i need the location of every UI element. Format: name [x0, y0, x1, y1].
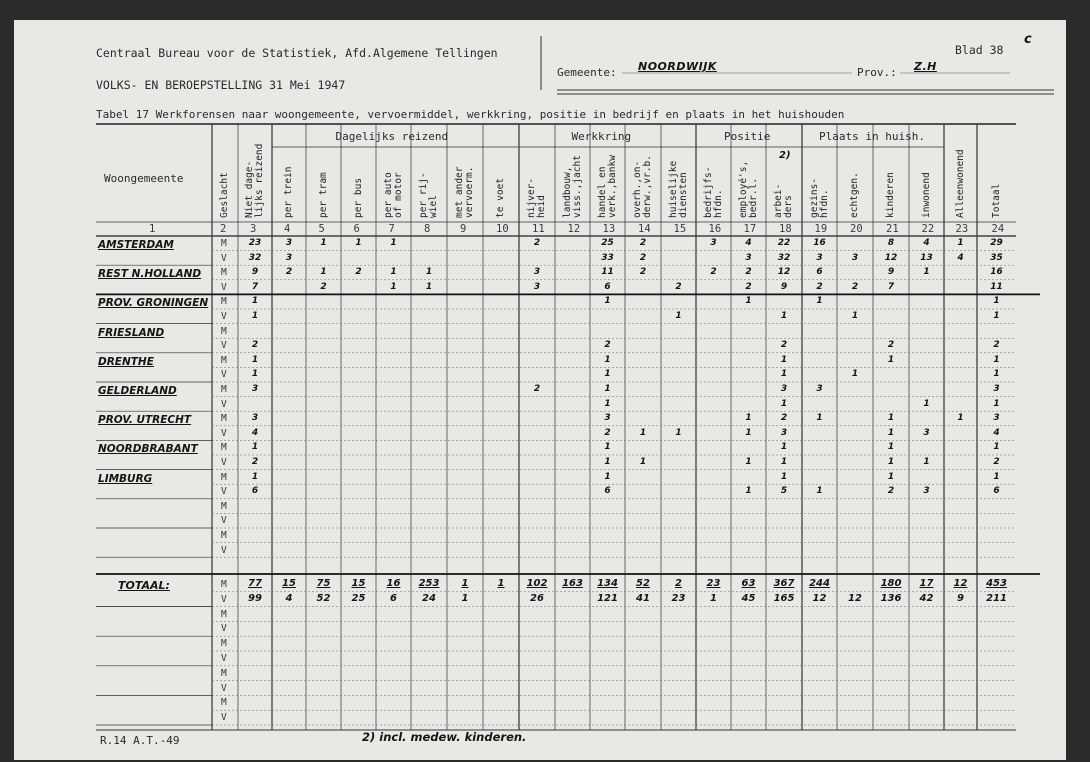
cell-value: 12 — [884, 252, 898, 263]
cell-value: 1 — [251, 442, 259, 453]
cell-value: 1 — [320, 267, 327, 278]
row-woongemeente: AMSTERDAM — [98, 239, 174, 251]
cell-value: 3 — [923, 427, 930, 438]
column-number: 22 — [921, 223, 935, 235]
cell-value: 32 — [248, 252, 262, 263]
empty-row-sex: V — [221, 653, 227, 664]
column-header: met ander vervoerm. — [454, 166, 475, 218]
totals-value: 180 — [880, 578, 902, 589]
totals-value: 136 — [880, 592, 902, 604]
totals-value: 9 — [957, 592, 964, 604]
cell-value: 29 — [990, 238, 1003, 248]
cell-value: 1 — [780, 354, 788, 365]
cell-value: 4 — [957, 252, 964, 263]
totals-value: 52 — [636, 578, 650, 589]
cell-value: 1 — [993, 296, 1000, 307]
cell-value: 3 — [533, 267, 541, 278]
gemeente-label: Gemeente: — [557, 66, 617, 79]
totals-value: 244 — [809, 578, 830, 589]
row-sex: V — [221, 252, 227, 264]
cell-value: 3 — [780, 384, 788, 394]
cell-value: 1 — [320, 238, 327, 248]
cell-value: 1 — [816, 296, 823, 307]
row-sex: M — [221, 471, 227, 483]
totals-value: 63 — [741, 578, 756, 589]
census-sheet — [14, 20, 1066, 760]
row-sex: V — [221, 515, 227, 527]
totals-label: TOTAAL: — [118, 579, 170, 592]
cell-value: 3 — [285, 252, 293, 263]
cell-value: 1 — [604, 369, 611, 380]
cell-value: 2 — [639, 267, 647, 278]
cell-value: 1 — [745, 427, 752, 438]
totals-value: 253 — [418, 578, 440, 589]
totals-value: 42 — [919, 592, 934, 604]
cell-value: 12 — [777, 267, 791, 278]
totals-sex: M — [221, 579, 227, 590]
empty-row-sex: M — [221, 608, 227, 620]
row-sex: M — [221, 413, 227, 425]
totals-value: 121 — [597, 592, 618, 604]
cell-value: 2 — [851, 281, 859, 292]
row-sex: M — [221, 500, 227, 512]
totals-value: 23 — [706, 578, 721, 589]
column-header: huiselijke diensten — [667, 160, 689, 218]
row-woongemeente: GELDERLAND — [98, 385, 177, 397]
cell-value: 1 — [604, 354, 611, 365]
column-header: per rij- wiel — [418, 172, 439, 218]
totals-value: 2 — [675, 578, 682, 589]
cell-value: 1 — [425, 281, 433, 292]
column-number: 4 — [284, 223, 291, 235]
column-header: employé's, bedr.l. — [737, 160, 759, 218]
column-number: 5 — [318, 223, 325, 235]
cell-value: 1 — [851, 369, 859, 380]
footnote: 2) incl. medew. kinderen. — [362, 730, 527, 744]
column-number: 2 — [220, 223, 227, 235]
empty-row-sex: V — [221, 623, 227, 635]
cell-value: 35 — [990, 252, 1003, 263]
table-title: Tabel 17 Werkforensen naar woongemeente, vervoermiddel, werkkring, positie in bedrijf en plaats in het huishouden — [96, 108, 845, 121]
census-title: VOLKS- EN BEROEPSTELLING 31 Mei 1947 — [96, 78, 346, 92]
row-sex: M — [221, 267, 227, 279]
column-number: 8 — [424, 223, 431, 235]
totals-value: 102 — [526, 578, 548, 589]
row-woongemeente: PROV. UTRECHT — [98, 414, 192, 427]
totals-value: 163 — [562, 578, 583, 589]
cell-value: 1 — [923, 398, 930, 409]
totals-value: 99 — [248, 592, 262, 604]
cell-value: 2 — [887, 340, 895, 351]
column-header: arbei- ders — [773, 183, 794, 218]
column-header: Alleenwonend — [954, 149, 966, 218]
cell-value: 4 — [993, 427, 1000, 438]
row-sex: M — [221, 442, 227, 454]
cell-value: 3 — [816, 384, 823, 394]
cell-value: 3 — [251, 413, 259, 424]
totals-value: 15 — [282, 578, 296, 589]
cell-value: 1 — [390, 267, 397, 278]
column-header: per auto of motor — [382, 172, 404, 218]
cell-value: 1 — [604, 384, 611, 394]
totals-sex: V — [221, 593, 227, 605]
totals-value: 26 — [530, 592, 544, 604]
empty-row-sex: M — [221, 638, 227, 650]
cell-value: 1 — [993, 442, 1000, 453]
column-header: bedrijfs- hfdn. — [702, 166, 724, 218]
row-sex: V — [221, 398, 227, 410]
cell-value: 2 — [533, 238, 541, 248]
cell-value: 2 — [533, 384, 541, 394]
cell-value: 7 — [887, 281, 895, 292]
cell-value: 1 — [887, 354, 895, 365]
cell-value: 1 — [923, 267, 930, 278]
cell-value: 3 — [780, 427, 788, 438]
cell-value: 2 — [639, 252, 647, 263]
totals-value: 77 — [248, 578, 262, 589]
cell-value: 6 — [604, 281, 611, 292]
row-sex: M — [221, 354, 227, 366]
totals-value: 4 — [285, 592, 293, 604]
column-number: 20 — [850, 223, 863, 235]
cell-value: 1 — [887, 471, 895, 482]
cell-value: 1 — [604, 457, 611, 467]
column-number: 11 — [532, 223, 545, 235]
column-number: 19 — [814, 223, 828, 235]
totals-value: 16 — [386, 578, 401, 589]
cell-value: 3 — [533, 281, 541, 292]
cell-value: 1 — [993, 398, 1000, 409]
empty-row-sex: V — [221, 682, 227, 694]
column-header: overh.,on- derw.,vr.b. — [632, 155, 653, 218]
cell-value: 1 — [604, 398, 611, 409]
cell-value: 11 — [990, 281, 1003, 292]
cell-value: 9 — [887, 267, 895, 278]
cell-value: 1 — [604, 296, 611, 307]
cell-value: 1 — [745, 296, 752, 307]
column-header: Totaal — [990, 183, 1002, 218]
column-header: inwonend — [920, 172, 932, 218]
row-sex: V — [221, 311, 227, 322]
blad-number: Blad 38 — [955, 43, 1004, 57]
cell-value: 3 — [745, 252, 752, 263]
cell-value: 2 — [675, 281, 682, 292]
cell-value: 1 — [251, 471, 259, 482]
cell-value: 4 — [745, 238, 752, 248]
column-number: 10 — [496, 223, 509, 235]
totals-value: 1 — [461, 578, 469, 589]
cell-value: 2 — [993, 457, 1000, 467]
cell-value: 1 — [780, 398, 788, 409]
cell-value: 1 — [780, 457, 788, 467]
cell-value: 9 — [780, 281, 788, 292]
cell-value: 1 — [639, 457, 647, 467]
row-sex: V — [221, 281, 227, 293]
column-number: 7 — [388, 223, 395, 235]
cell-value: 3 — [816, 252, 823, 263]
cell-value: 33 — [601, 252, 614, 263]
column-header: landbouw, viss.,jacht — [561, 155, 583, 218]
group-header-positie: Positie — [724, 130, 771, 143]
totals-value: 12 — [848, 592, 862, 604]
cell-value: 1 — [390, 281, 397, 292]
totals-value: 12 — [953, 578, 968, 589]
group-header-dagelijks: Dagelijks reizend — [335, 130, 449, 143]
cell-value: 1 — [425, 267, 433, 278]
column-header: handel en verk.,bankw — [596, 155, 618, 218]
cell-value: 6 — [604, 486, 611, 497]
cell-value: 23 — [248, 238, 262, 248]
cell-value: 1 — [639, 427, 647, 438]
totals-value: 45 — [741, 592, 756, 604]
cell-value: 4 — [251, 427, 259, 438]
group-header-werkkring: Werkkring — [571, 130, 632, 143]
empty-row-sex: M — [221, 667, 227, 679]
cell-value: 32 — [777, 252, 791, 263]
form-code: R.14 A.T.-49 — [100, 734, 180, 747]
column-number: 1 — [149, 223, 156, 235]
column-number: 13 — [602, 223, 616, 235]
row-woongemeente: REST N.HOLLAND — [98, 268, 202, 281]
corner-mark: c — [1024, 32, 1032, 47]
cell-value: 1 — [780, 311, 788, 321]
cell-value: 2 — [993, 340, 1000, 351]
totals-value: 1 — [710, 592, 717, 604]
totals-value: 12 — [812, 592, 827, 604]
cell-value: 1 — [745, 413, 752, 424]
totals-value: 25 — [351, 592, 366, 604]
cell-value: 2 — [887, 486, 895, 497]
cell-value: 1 — [604, 442, 611, 453]
cell-value: 2 — [285, 267, 293, 278]
row-sex: M — [221, 384, 227, 395]
cell-value: 1 — [816, 413, 823, 424]
bureau-header: Centraal Bureau voor de Statistiek, Afd.Algemene Tellingen — [96, 46, 498, 60]
cell-value: 1 — [251, 369, 259, 380]
row-sex: V — [221, 427, 227, 439]
column-number: 15 — [673, 223, 687, 235]
cell-value: 9 — [251, 267, 259, 278]
cell-value: 11 — [601, 267, 614, 278]
cell-value: 1 — [390, 238, 397, 248]
cell-value: 3 — [851, 252, 859, 263]
column-header: te voet — [495, 177, 506, 218]
cell-value: 7 — [251, 281, 259, 292]
totals-value: 6 — [390, 592, 397, 604]
cell-value: 1 — [745, 486, 752, 497]
cell-value: 3 — [710, 238, 717, 248]
cell-value: 22 — [777, 238, 791, 248]
totals-value: 23 — [671, 592, 686, 604]
column-number: 23 — [955, 223, 969, 235]
gemeente-value: NOORDWIJK — [638, 60, 717, 73]
row-sex: M — [221, 296, 227, 308]
totals-value: 52 — [316, 592, 331, 604]
column-header: gezins- hfdn. — [808, 177, 830, 218]
totals-value: 1 — [461, 592, 469, 604]
column-header: nijver- heid — [526, 177, 547, 218]
row-woongemeente: DRENTHE — [98, 355, 154, 368]
column-number: 21 — [886, 223, 899, 235]
cell-value: 1 — [251, 311, 259, 321]
cell-value: 2 — [780, 413, 788, 424]
group-header-plaats: Plaats in huish. — [819, 130, 925, 143]
column-header: Niet dage- lijks reizend — [244, 143, 265, 218]
totals-value: 453 — [986, 578, 1007, 589]
cell-value: 2 — [710, 267, 717, 278]
cell-value: 1 — [816, 486, 823, 497]
cell-value: 16 — [813, 238, 826, 248]
cell-value: 1 — [923, 457, 930, 467]
cell-value: 1 — [887, 442, 895, 453]
row-sex: V — [221, 340, 227, 352]
totals-value: 134 — [597, 578, 618, 589]
cell-value: 2 — [780, 340, 788, 351]
column-number: 9 — [460, 223, 467, 235]
row-sex: V — [221, 486, 227, 498]
totals-value: 17 — [919, 578, 934, 589]
cell-value: 6 — [993, 486, 1000, 497]
cell-value: 1 — [780, 369, 788, 380]
empty-row-sex: M — [221, 697, 227, 709]
row-sex: V — [221, 544, 227, 556]
cell-value: 1 — [887, 457, 895, 467]
cell-value: 2 — [745, 267, 752, 278]
totals-value: 15 — [351, 578, 366, 589]
empty-row-sex: V — [221, 712, 227, 724]
column-number: 12 — [567, 223, 581, 235]
cell-value: 1 — [251, 354, 259, 365]
totals-value: 367 — [773, 578, 795, 589]
cell-value: 6 — [816, 267, 823, 278]
cell-value: 1 — [993, 471, 1000, 482]
column-number: 18 — [779, 223, 792, 235]
row-sex: V — [221, 457, 227, 468]
cell-value: 3 — [285, 238, 293, 248]
row-sex: V — [221, 369, 227, 381]
totals-value: 24 — [422, 592, 436, 604]
cell-value: 1 — [355, 238, 362, 248]
cell-value: 1 — [780, 442, 788, 453]
cell-value: 2 — [639, 238, 647, 248]
row-sex: M — [221, 325, 227, 337]
cell-value: 3 — [251, 384, 259, 394]
totals-value: 211 — [986, 592, 1007, 604]
cell-value: 16 — [990, 267, 1003, 278]
cell-value: 1 — [675, 427, 682, 438]
cell-value: 1 — [957, 413, 964, 424]
column-number: 3 — [250, 223, 257, 235]
cell-value: 1 — [780, 471, 788, 482]
totals-value: 75 — [316, 578, 331, 589]
cell-value: 13 — [920, 252, 933, 263]
cell-value: 1 — [887, 427, 895, 438]
cell-value: 2 — [355, 267, 362, 278]
cell-value: 2 — [604, 340, 611, 351]
column-number: 6 — [353, 223, 360, 235]
totals-value: 165 — [773, 592, 795, 604]
row-sex: M — [221, 238, 227, 249]
cell-value: 2 — [745, 281, 752, 292]
column-header-woongemeente: Woongemeente — [104, 172, 184, 185]
cell-value: 1 — [993, 354, 1000, 365]
cell-value: 2 — [320, 281, 327, 292]
cell-value: 3 — [993, 413, 1000, 424]
cell-value: 3 — [604, 413, 611, 424]
cell-value: 1 — [957, 238, 964, 248]
column-number: 24 — [991, 223, 1005, 235]
cell-value: 1 — [887, 413, 895, 424]
cell-value: 1 — [993, 311, 1000, 321]
cell-value: 1 — [251, 296, 259, 307]
column-header: per bus — [352, 177, 364, 218]
cell-value: 2 — [816, 281, 823, 292]
cell-value: 5 — [780, 486, 788, 497]
cell-value: 1 — [604, 471, 611, 482]
cell-value: 6 — [251, 486, 259, 497]
row-sex: M — [221, 530, 227, 541]
cell-value: 8 — [887, 238, 895, 248]
column-header: per tram — [317, 172, 329, 218]
row-woongemeente: NOORDBRABANT — [98, 443, 198, 456]
row-woongemeente: LIMBURG — [98, 472, 153, 485]
cell-value: 1 — [851, 311, 859, 321]
prov-label: Prov.: — [857, 66, 897, 79]
cell-value: 3 — [993, 384, 1000, 394]
cell-value: 3 — [923, 486, 930, 497]
row-woongemeente: FRIESLAND — [98, 326, 165, 339]
prov-value: Z.H — [914, 60, 937, 73]
column-note: 2) — [779, 150, 791, 161]
column-header: echtgen. — [849, 172, 860, 218]
cell-value: 2 — [604, 427, 611, 438]
cell-value: 2 — [251, 457, 259, 467]
cell-value: 2 — [251, 340, 259, 351]
column-header: per trein — [283, 166, 294, 218]
totals-value: 1 — [497, 578, 505, 589]
totals-value: 41 — [636, 592, 650, 604]
row-woongemeente: PROV. GRONINGEN — [98, 297, 209, 310]
column-header: kinderen — [885, 172, 896, 218]
column-number: 17 — [743, 223, 757, 235]
column-header: Geslacht — [219, 172, 230, 218]
cell-value: 1 — [675, 311, 682, 321]
cell-value: 25 — [601, 238, 614, 248]
column-number: 16 — [708, 223, 722, 235]
column-number: 14 — [638, 223, 651, 235]
cell-value: 4 — [923, 238, 930, 248]
cell-value: 1 — [993, 369, 1000, 380]
cell-value: 1 — [745, 457, 752, 467]
